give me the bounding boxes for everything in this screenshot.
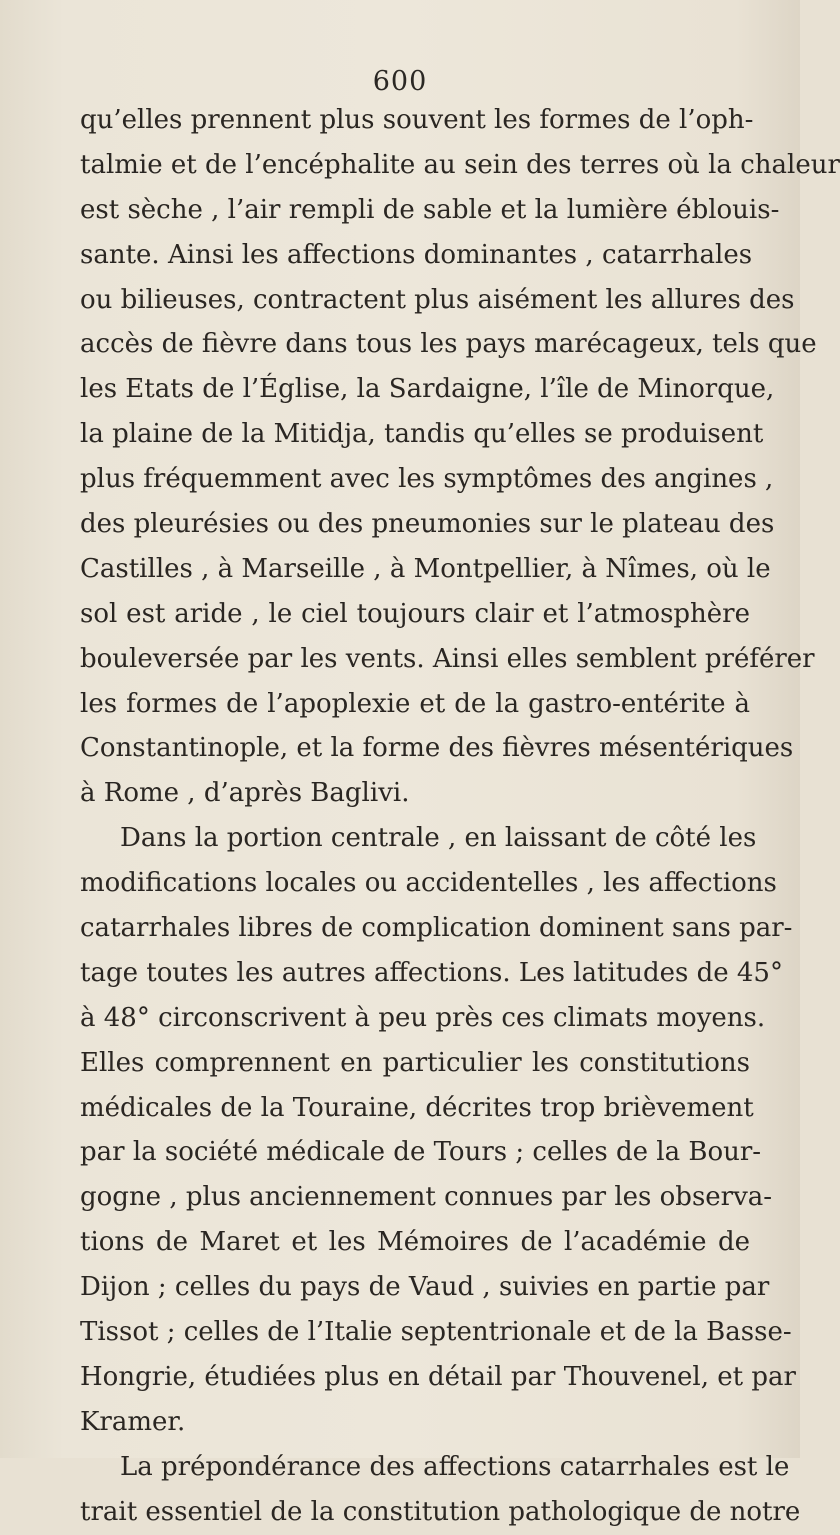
text-line: Kramer. bbox=[80, 1406, 186, 1437]
text-line: Tissot ; celles de l’Italie septentrionale et de la Basse- bbox=[80, 1317, 792, 1348]
text-line: les Etats de l’Église, la Sardaigne, l’île de Minorque, bbox=[80, 374, 775, 405]
text-line: trait essentiel de la constitution pathologique de notre bbox=[80, 1496, 801, 1527]
text-line: des pleurésies ou des pneumonies sur le plateau des bbox=[80, 509, 775, 540]
text-line: bouleversée par les vents. Ainsi elles semblent préférer bbox=[80, 643, 815, 674]
text-line: Constantinople, et la forme des fièvres mésentériques bbox=[80, 733, 794, 764]
text-line: Elles comprennent en particulier les constitutions bbox=[80, 1047, 750, 1078]
text-line: modifications locales ou accidentelles , les affections bbox=[80, 868, 777, 899]
text-line: ou bilieuses, contractent plus aisément les allures des bbox=[80, 284, 795, 315]
body-text bbox=[80, 98, 840, 1535]
text-line: talmie et de l’encéphalite au sein des terres où la chaleur bbox=[80, 149, 840, 180]
text-line: par la société médicale de Tours ; celles de la Bour- bbox=[80, 1137, 762, 1168]
text-line: à 48° circonscrivent à peu près ces climats moyens. bbox=[80, 1002, 766, 1033]
text-line: sante. Ainsi les affections dominantes , catarrhales bbox=[80, 239, 753, 270]
text-line: la plaine de la Mitidja, tandis qu’elles se produisent bbox=[80, 419, 764, 450]
paragraph-first-line: La prépondérance des affections catarrhales est le bbox=[120, 1451, 790, 1482]
text-line: plus fréquemment avec les symptômes des angines , bbox=[80, 464, 774, 495]
text-line: gogne , plus anciennement connues par les observa- bbox=[80, 1182, 773, 1213]
text-line: Castilles , à Marseille , à Montpellier, à Nîmes, où le bbox=[80, 553, 771, 584]
text-line: à Rome , d’après Baglivi. bbox=[80, 778, 410, 809]
text-line: sol est aride , le ciel toujours clair et l’atmosphère bbox=[80, 598, 750, 629]
paragraph-first-line: Dans la portion centrale , en laissant de côté les bbox=[120, 823, 757, 854]
text-line: est sèche , l’air rempli de sable et la lumière éblouis- bbox=[80, 194, 780, 225]
page-number: 600 bbox=[372, 66, 428, 97]
text-line: les formes de l’apoplexie et de la gastro-entérite à bbox=[80, 688, 750, 719]
text-line: Hongrie, étudiées plus en détail par Thouvenel, et par bbox=[80, 1361, 796, 1392]
text-line: tions de Maret et les Mémoires de l’académie de bbox=[80, 1227, 750, 1258]
text-line: médicales de la Touraine, décrites trop brièvement bbox=[80, 1092, 754, 1123]
text-line: catarrhales libres de complication dominent sans par- bbox=[80, 913, 793, 944]
text-line: Dijon ; celles du pays de Vaud , suivies en partie par bbox=[80, 1272, 770, 1303]
text-line: tage toutes les autres affections. Les latitudes de 45° bbox=[80, 957, 783, 988]
text-line: qu’elles prennent plus souvent les formes de l’oph- bbox=[80, 105, 754, 135]
text-line: accès de fièvre dans tous les pays marécageux, tels que bbox=[80, 329, 817, 360]
